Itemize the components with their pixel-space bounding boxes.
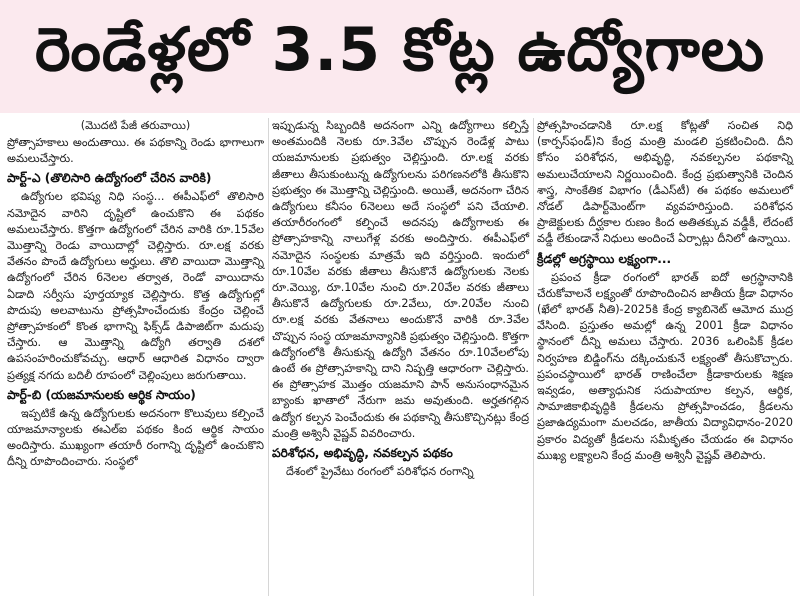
headline-band: [0, 0, 800, 113]
subheading-research: పరిశోధన, అభివృద్ధి, నవకల్పన పథకం: [272, 446, 453, 461]
subheading-part-a: పార్ట్‌-ఎ (తొలిసారి ఉద్యోగంలో చేరిన వారికి): [7, 171, 212, 186]
headline: రెండేళ్లలో 3.5 కోట్ల ఉద్యోగాలు: [34, 14, 766, 85]
paragraph: ప్రపంచ క్రీడా రంగంలో భారత్‌ ఐదో అగ్రస్థానానికి చేరుకోవాలనే లక్ష్యంతో రూపొందించిన జాతీయ క్రీడా విధానం (ఖేలో భారత్‌ నీతి)-2025కి కేంద్ర క్యాబినెట్‌ ఆమోద ముద్ర వేసింది. ప్రస్తుతం అమల్లో ఉన్న 2001 క్రీడా విధానం స్థానంలో దీన్ని అమలు చేస్తారు. 2036 ఒలింపిక్‌ క్రీడల నిర్వహణ బిడ్డింగ్‌ను దక్కించుకునే లక్ష్యంతో తీసుకొచ్చారు. ప్రపంచస్థాయిలో భారత్‌ రాణించేలా క్రీడాకారులకు శిక్షణ ఇవ్వడం, అత్యాధునిక సదుపాయాల కల్పన, ఆర్థిక, సామాజికాభివృద్ధికి క్రీడలను ప్రోత్సహించడం, క్రీడలను ప్రజాఉద్యమంగా మలచడం, జాతీయ విద్యావిధానం-2020 ప్రకారం విద్యతో క్రీడలను సమీకృతం చేయడం ఈ విధానం ముఖ్య లక్ష్యాలని కేంద్ర మంత్రి అశ్వినీ వైష్ణవ్‌ తెలిపారు.: [537, 270, 793, 462]
paragraph: ఇప్పటికే ఉన్న ఉద్యోగులకు అదనంగా కొలువులు కల్పించే యాజమాన్యాలకు ఈఎల్‌ఐ పథకం కింద ఆర్థిక సాయం అందిస్తారు. ముఖ్యంగా తయారీ రంగాన్ని దృష్టిలో ఉంచుకొని దీన్ని రూపొందించారు. సంస్థలో: [7, 406, 264, 469]
paragraph: ప్రోత్సాహకాలు అందుతాయి. ఈ పథకాన్ని రెండు భాగాలుగా అమలుచేస్తారు.: [7, 136, 264, 166]
paragraph: ప్రోత్సహించడానికి రూ.లక్ష కోట్లతో సంచిత నిధి (కార్పస్‌ఫండ్‌)ని కేంద్ర మంత్రి మండలి ప్రకటించింది. దీని కోసం పరిశోధన, అభివృద్ధి, నవకల్పనల పథకాన్ని అమలుచేయాలని నిర్ణయించింది. కేంద్ర ప్రభుత్వానికి చెందిన శాస్త్ర, సాంకేతిక విభాగం (డీఎస్‌టీ) ఈ పథకం అమలులో నోడల్‌ డిపార్ట్‌మెంట్‌గా వ్యవహరిస్తుంది. పరిశోధన ప్రాజెక్టులకు దీర్ఘకాల రుణం కింద అతితక్కువ వడ్డీకీ, లేదంటే వడ్డీ లేకుండానే నిధులు అందించే ఏర్పాట్లు దీనిలో ఉన్నాయి.: [537, 119, 793, 246]
paragraph: ఇప్పుడున్న సిబ్బందికి అదనంగా ఎన్ని ఉద్యోగాలు కల్పిస్తే అంతమందికి నెలకు రూ.3వేల చొప్పున రెండేళ్ల పాటు యజమానులకు ప్రభుత్వం చెల్లిస్తుంది. రూ.లక్ష వరకు జీతాలు తీసుకుంటున్న ఉద్యోగులను పరిగణనలోకి తీసుకొని ప్రభుత్వం ఈ మొత్తాన్ని చెల్లిస్తుంది. అయితే, అదనంగా చేరిన ఉద్యోగులు కనీసం 6నెలలు అదే సంస్థలో పని చేయాలి. తయారీరంగంలో కల్పించే అదనపు ఉద్యోగాలకు ఈ ప్రోత్సాహకాన్ని నాలుగేళ్ల వరకు అందిస్తారు. ఈపీఎఫ్‌లో నమోదైన సంస్థలకు మాత్రమే ఇది వర్తిస్తుంది. ఇందులో రూ.10వేల వరకు జీతాలు తీసుకొనే ఉద్యోగులకు నెలకు రూ.వెయ్యి, రూ.10వేల నుంచి రూ.20వేల వరకు జీతాలు తీసుకొనే ఉద్యోగులకు రూ.2వేలు, రూ.20వేల నుంచి రూ.లక్ష వరకు వేతనాలు అందుకొనే వారికి రూ.3వేల చొప్పున సంస్థ యాజమాన్యానికి ప్రభుత్వం చెల్లిస్తుంది. కొత్తగా ఉద్యోగంలోకి తీసుకున్న ఉద్యోగి వేతనం రూ.10వేలలోపు ఉంటే ఈ ప్రోత్సాహకాన్ని దాని నిష్పత్తి ఆధారంగా చెల్లిస్తారు. ఈ ప్రోత్సాహక మొత్తం యజమాని పాన్‌ అనుసంధానమైన బ్యాంకు ఖాతాలో నేరుగా జమ అవుతుంది. అర్హతగల్గిన ఉద్యోగ కల్పన పెంచేందుకు ఈ పథకాన్ని తీసుకొచ్చినట్లు కేంద్ర మంత్రి అశ్వినీ వైష్ణవ్‌ వివరించారు.: [272, 119, 529, 440]
column-1: [4, 118, 267, 596]
paragraph: ఉద్యోగుల భవిష్య నిధి సంస్థ... ఈపీఎఫ్‌లో తొలిసారి నమోదైన వారిని దృష్టిలో ఉంచుకొని ఈ పథకం అమలుచేస్తారు. కొత్తగా ఉద్యోగంలో చేరిన వారికి రూ.15వేల మొత్తాన్ని రెండు వాయిదాల్లో చెల్లిస్తారు. రూ.లక్ష వరకు వేతనం పొందే ఉద్యోగులు అర్హులు. తొలి వాయిదా మొత్తాన్ని ఉద్యోగంలో చేరిన 6నెలల తర్వాత, రెండో వాయిదాను ఏడాది సర్వీసు పూర్తయ్యాక చెల్లిస్తారు. కొత్త ఉద్యోగుల్లో పొదుపు అలవాటును ప్రోత్సహించేందుకు కేంద్రం చెల్లించే ప్రోత్సాహకంలో కొంత భాగాన్ని ఫిక్స్‌డ్‌ డిపాజిట్‌గా మదుపు చేస్తారు. ఆ మొత్తాన్ని ఉద్యోగి తర్వాతి దశలో ఉపసంహరించుకోవచ్చు. ఆధార్‌ ఆధారిత విధానం ద్వారా ప్రత్యక్ష నగదు బదిలీ రూపంలో చెల్లింపులు జరుగుతాయి.: [7, 190, 264, 382]
subheading-sports: క్రీడల్లో అగ్రస్థాయి లక్ష్యంగా...: [537, 251, 672, 266]
subheading-part-b: పార్ట్‌-బి (యజమానులకు ఆర్థిక సాయం): [7, 387, 196, 402]
continued-note: (మొదటి పేజీ తరువాయి): [80, 119, 191, 132]
column-3: [533, 118, 796, 596]
paragraph: దేశంలో ప్రైవేటు రంగంలో పరిశోధన రంగాన్ని: [286, 465, 474, 479]
article-columns: [4, 118, 796, 596]
column-2: [268, 118, 532, 596]
